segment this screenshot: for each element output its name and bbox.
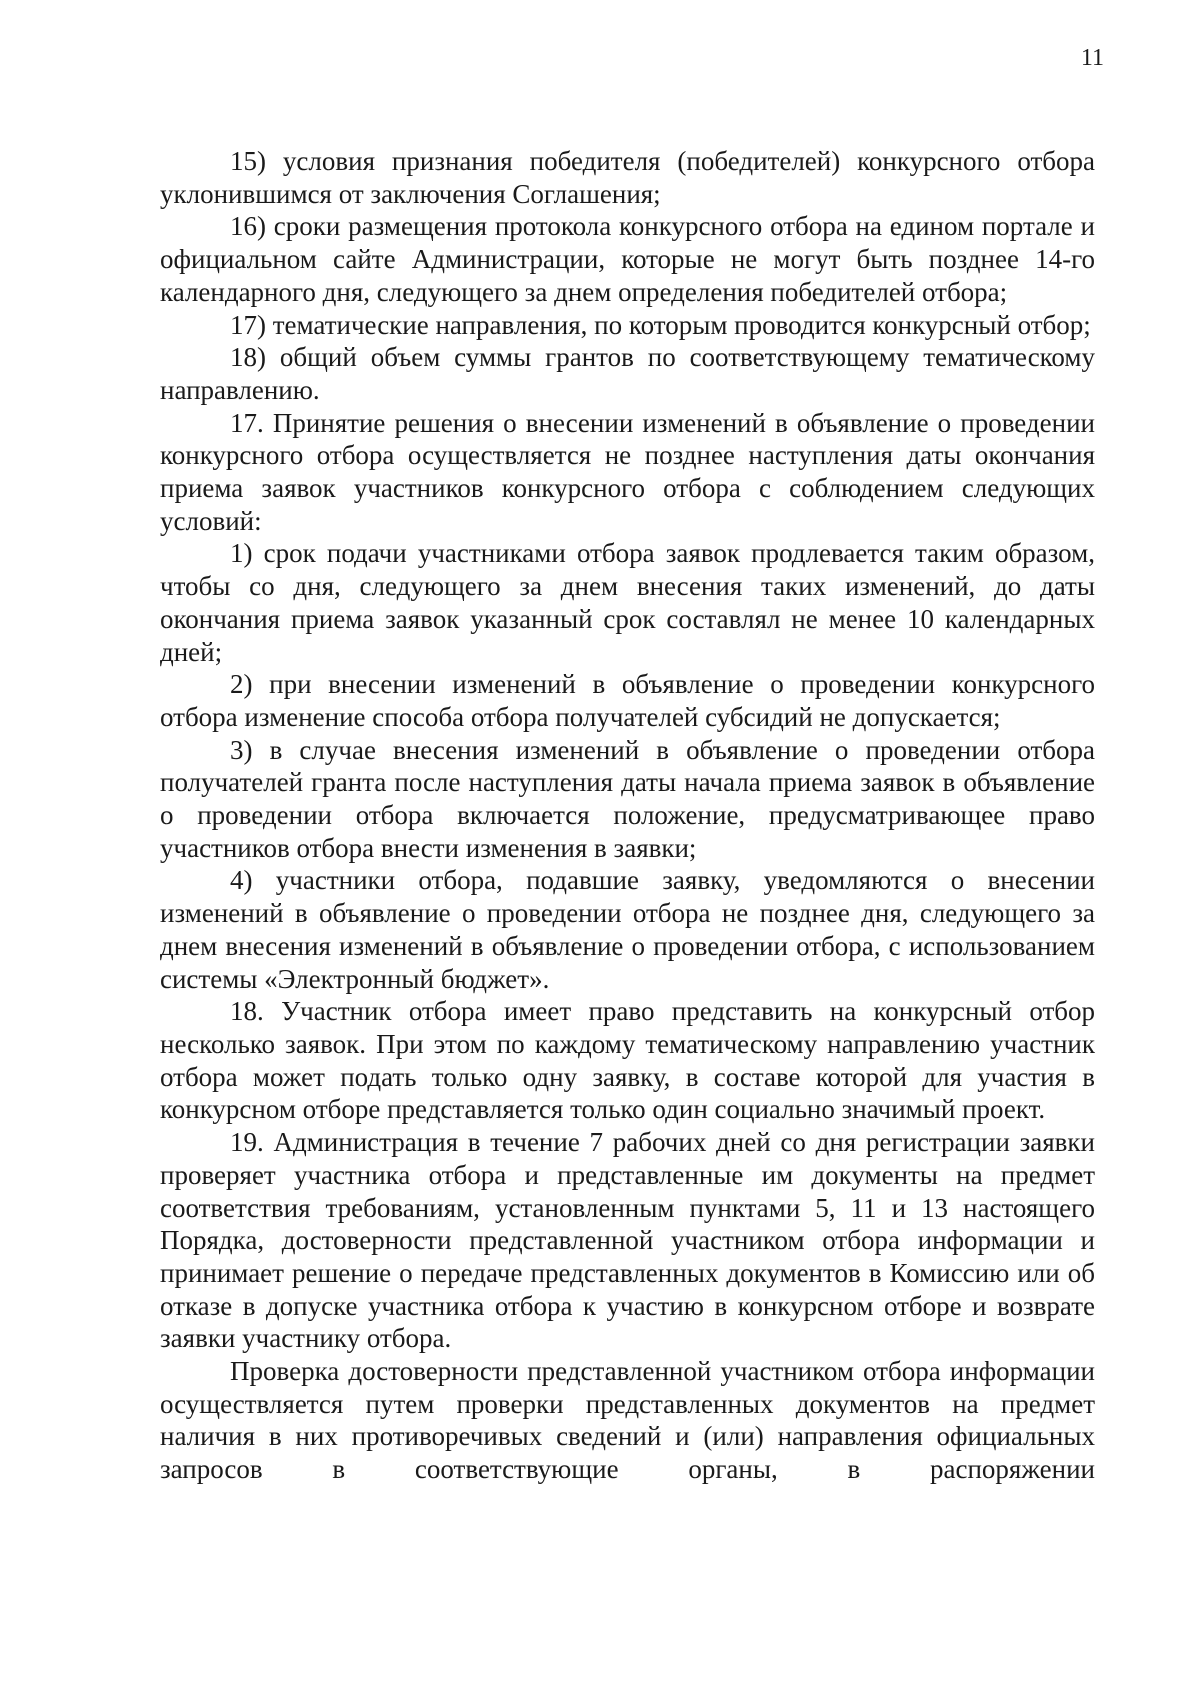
paragraph-clause-19: 19. Администрация в течение 7 рабочих дней со дня регистрации заявки проверяет участника отбора и представленные им документы на предмет соответствия требованиям, установленным пунктами 5, 11 и 13 настоящего Порядка, достоверности представленной участником отбора информации и принимает решение о передаче представленных документов в Комиссию или об отказе в допуске участника отбора к участию в конкурсном отборе и возврате заявки участнику отбора. <box>160 1127 1095 1354</box>
paragraph-item-16: 16) сроки размещения протокола конкурсного отбора на едином портале и официальном сайте Администрации, которые не могут быть позднее 14-го календарного дня, следующего за днем определения победителей отбора; <box>160 211 1095 307</box>
document-body <box>160 145 1095 1486</box>
paragraph-condition-2: 2) при внесении изменений в объявление о проведении конкурсного отбора изменение способа отбора получателей субсидий не допускается; <box>160 669 1095 732</box>
paragraph-item-17: 17) тематические направления, по которым проводится конкурсный отбор; <box>230 309 1091 340</box>
paragraph-condition-4: 4) участники отбора, подавшие заявку, уведомляются о внесении изменений в объявление о проведении отбора не позднее дня, следующего за днем внесения изменений в объявление о проведении отбора, с использованием системы «Электронный бюджет». <box>160 865 1095 994</box>
paragraph-item-15: 15) условия признания победителя (победителей) конкурсного отбора уклонившимся от заключения Соглашения; <box>160 146 1095 209</box>
paragraph-condition-3: 3) в случае внесения изменений в объявление о проведении отбора получателей гранта после наступления даты начала приема заявок в объявление о проведении отбора включается положение, предусматривающее право участников отбора внести изменения в заявки; <box>160 734 1095 863</box>
paragraph-clause-18: 18. Участник отбора имеет право представить на конкурсный отбор несколько заявок. При этом по каждому тематическому направлению участник отбора может подать только одну заявку, в составе которой для участия в конкурсном отборе представляется только один социально значимый проект. <box>160 996 1095 1125</box>
paragraph-verification: Проверка достоверности представленной участником отбора информации осуществляется путем проверки представленных документов на предмет наличия в них противоречивых сведений и (или) направления официальных запросов в соответствующие органы, в распоряжении <box>160 1356 1095 1485</box>
paragraph-item-18: 18) общий объем суммы грантов по соответствующему тематическому направлению. <box>160 342 1095 405</box>
paragraph-clause-17: 17. Принятие решения о внесении изменений в объявление о проведении конкурсного отбора осуществляется не позднее наступления даты окончания приема заявок участников конкурсного отбора с соблюдением следующих условий: <box>160 407 1095 536</box>
page-number: 11 <box>1080 45 1104 71</box>
paragraph-condition-1: 1) срок подачи участниками отбора заявок продлевается таким образом, чтобы со дня, следующего за днем внесения таких изменений, до даты окончания приема заявок указанный срок составлял не менее 10 календарных дней; <box>160 538 1095 667</box>
